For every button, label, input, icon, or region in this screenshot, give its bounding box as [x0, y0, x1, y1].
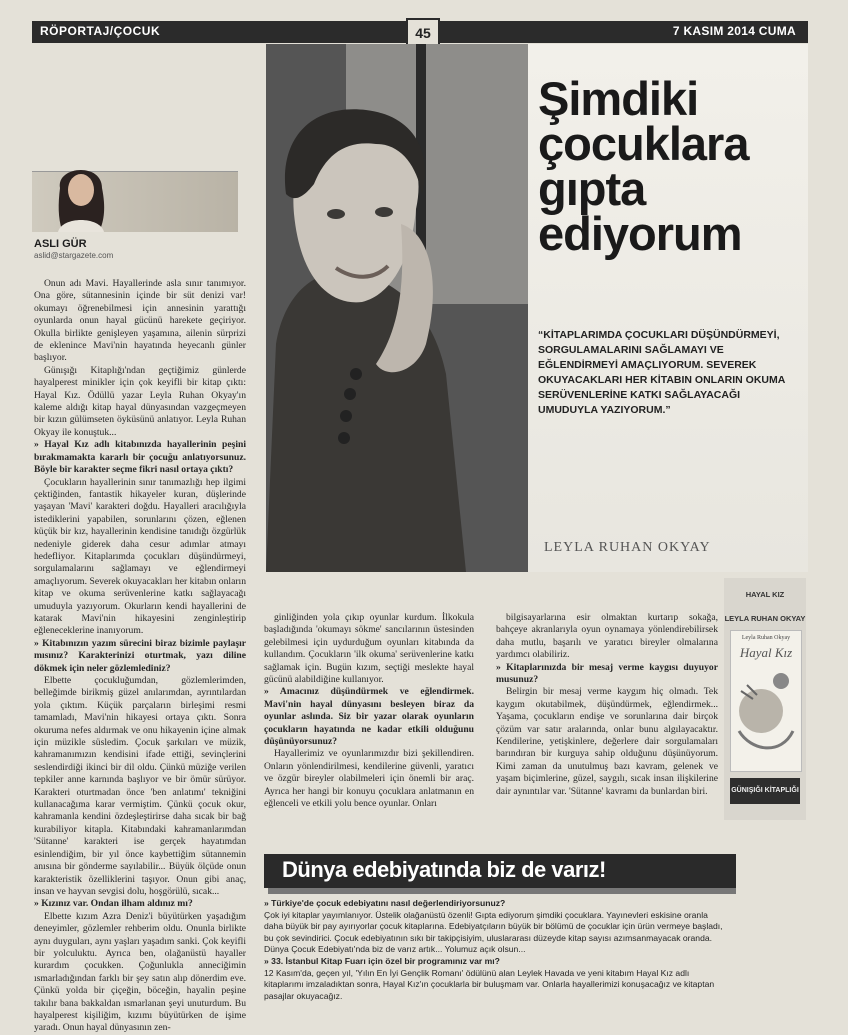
paragraph: ginliğinden yola çıkıp oyunlar kurdum. İlkokula başladığında 'okumayı sökme' sancılarının üstesinden gelebilmesi için uydurduğum oyunları kitabında da kullandım. Çocukların 'ilk okuma' serüvenlerine katkı sağlamak için. Bugün kızım, seçtiği meslekte hayal gücünü alabildiğine kullanıyor. — [264, 612, 474, 686]
bottom-text-block — [264, 898, 724, 1002]
cover-illustration — [731, 661, 799, 761]
paragraph: Belirgin bir mesaj verme kaygım hiç olmadı. Tek kaygım okutabilmek, düşündürmek, eğlendirmek... Yaşama, çocukların endişe ve sorunlarına dair birçok çözüm var satır aralarında, onlar bunu algılayacaktır. Kendilerine, yetişkinlere, değerlere dair sorgulamaları barındıran bir kurguya sahip olduğunu düşünüyorum. Kimi zaman da unutulmuş bazı kavram, gelenek ve yaşam biçimlerine, güzel, saygılı, sıcak insan ilişkilerine dair aynıntılar var. 'Sütanne' kavramı da bunlardan biri. — [496, 686, 718, 797]
portrait-illustration — [266, 44, 528, 572]
publisher-badge: GÜNIŞIĞI KİTAPLIĞI — [730, 778, 800, 804]
section-banner — [264, 854, 736, 888]
author-photo — [32, 171, 238, 232]
paragraph: Günışığı Kitaplığı'ndan geçtiğimiz günlerde hayalperest minikler için çok keyifli bir kitap çıktı: Hayal Kız. Ödüllü yazar Leyla Ruhan Okyay'ın kaleme aldığı kitap hayal dünyasından vazgeçmeyen bir kızın gülümseten öyküsünü anlatıyor. Leyla Ruhan Okyay ile konuştuk... — [34, 364, 246, 438]
interview-question: » Hayal Kız adlı kitabınızda hayallerinin peşini bırakmamakta kararlı bir çocuğu anlatıyorsunuz. Böyle bir karakter seçme fikri nasıl ortaya çıktı? — [34, 439, 246, 476]
cover-title: Hayal Kız — [739, 645, 793, 660]
paragraph: 12 Kasım'da, geçen yıl, 'Yılın En İyi Gençlik Romanı' ödülünü alan Leylek Havada ve yeni kitabım Hayal Kız adlı kitaplarımı imzaladıktan sonra, Hayal Kız'ın çocuklarla bir buluşmam var. Onlarla hayallerimizi konuşacağız ve kitaptan pasajlar okuyacağız. — [264, 967, 715, 1001]
interview-question: » Kitaplarınızda bir mesaj verme kaygısı duyuyor musunuz? — [496, 661, 718, 686]
interview-photo — [266, 44, 528, 572]
text-column-1 — [34, 278, 246, 1035]
text-column-3 — [496, 612, 718, 798]
cover-author: Leyla Ruhan Okyay — [741, 635, 791, 641]
interview-question: » Amacınız düşündürmek ve eğlendirmek. Mavi'nin hayal dünyasını besleyen biraz da oyunlar aslında. Siz bir yazar olarak oyunların çocukların hayatında ne kadar etkili olduğunu düşünüyorsunuz? — [264, 686, 474, 748]
paragraph: Elbette çocukluğumdan, gözlemlerimden, belleğimde birikmiş güzel anılarımdan, ayrıntılardan yola çıktım. Küçük parçaların birleşimi resmi tamamladı, Mavi'nin hikayesi ortaya çıktı. Sonra okuruma nefes aldırmak ve onu hikayenin içine almak için müzikle süsledim. Çocuk şarkıları ve müzik, kahramanımızın kendisini ifade ettiği, sevinçlerini seslendirdiği ikinci bir dil oldu. Çünkü müziğe verilen tepkiler anne karnında başlıyor ve bir ömür sürüyor. Karakteri oturtmadan önce 'ben anlatımı' tekniğini kullanacağıma karar vermiştim. Çünkü çocuk okur, kahramanla kendini özdeşleştirirse daha sıcak bir bağ kurabiliyor kitapla. Kitabındaki kahramanlarımdan 'Sütanne' karakteri ise gerçek hayatımdan esinlendiğim, bir yıl önce kaybettiğim sütannemin anısına bir gönderme sayılabilir... Büyük ölçüde onun karakteristik özelliklerini taşıyor. Onun gibi anaç, insan ve hayvan sevgisi dolu, hoşgörülü, sıcak... — [34, 675, 246, 897]
pull-quote: “KİTAPLARIMDA ÇOCUKLARI DÜŞÜNDÜRMEYİ, SORGULAMALARINI SAĞLAMAYI VE EĞLENDİRMEYİ AMAÇLIYORUM. SEVEREK OKUYACAKLARI HER KİTABIN ONLARIN OKUMA SERÜVENLERİNE KATKI SAĞLAYACAĞI UMUDUYLA YAZIYORUM.” — [538, 329, 785, 416]
interview-question: » Kızınız var. Ondan ilham aldınız mı? — [34, 898, 193, 910]
paragraph: Çok iyi kitaplar yayımlanıyor. Üstelik olağanüstü özenli! Gıpta ediyorum şimdiki çocuklara. Yayınevleri eskisine oranla daha büyük bir pay ayırıyorlar çocuk kitaplarına. Edebiyatçıların büyük bir bölümü de çocuklar için ürün vermeye başladı, bu çok sevindirici. Çocuk edebiyatının sıkı bir takipçisiyim, uluslararası düzeyde kitap sayısı azımsanmayacak oranda. Dünya Çocuk Edebiyatı'nda biz de varız artık... Yolumuz açık olsun... — [264, 909, 723, 955]
photo-caption-name: LEYLA RUHAN OKYAY — [544, 540, 711, 555]
issue-date: 7 KASIM 2014 CUMA — [672, 24, 796, 38]
interview-question: » Kitabınızın yazım sürecini biraz bizimle paylaşır mısınız? Karakterinizi oturtmak, yazı diline dökmek için neler gözlemlediniz? — [34, 637, 246, 674]
book-title: HAYAL KIZ — [745, 590, 785, 599]
author-name: ASLI GÜR — [34, 238, 87, 250]
banner-title: Dünya edebiyatında biz de varız! — [282, 857, 606, 882]
author-email[interactable]: aslid@stargazete.com — [34, 251, 114, 260]
article-headline: Şimdiki çocuklara gıpta ediyorum — [538, 72, 749, 260]
book-author: LEYLA RUHAN OKYAY — [724, 614, 806, 623]
paragraph: Onun adı Mavi. Hayallerinde asla sınır tanımıyor. Ona göre, sütannesinin içinde bir süt denizi var! okumayı öğrenebilmesi için annesinin yarattığı oyunlarda onun hayal gücünü harekete geçiriyor. Okulla birlikte genişleyen yaşamına, ailenin sürprizi de eklenince Mavi'nin hayatında heyecanlı günler başlıyor. — [34, 278, 246, 364]
paragraph: Elbette kızım Azra Deniz'i büyütürken yaşadığım deneyimler, gözlemler rehberim oldu. Onunla birlikte aynı duyguları, aynı yaşları yaşadım sanki. Çok keyifli bir yolculuktu. Ayrıca ben, olağanüstü hayaller kurardım çocukken. Çoğunlukla anneciğimin ısmarladığından farklı bir şey satın alıp dönerdim eve. Çünkü yolda bir çiçeğin, böceğin, hayalin peşine takılır bana bakkaldan ısmarlanan şeyi unuturdum. Bu hayalperest kişiliğim, kızımı büyütürken de işime yaradı. Onun hayal dünyasının zen- — [34, 910, 246, 1034]
paragraph: bilgisayarlarına esir olmaktan kurtarıp sokağa, bahçeye akranlarıyla oyun oynamaya yönlendirebilirsek daha mutlu, başarılı ve yaratıcı bireyler olmalarına yardımcı olabiliriz. — [496, 612, 718, 661]
paragraph: Çocukların hayallerinin sınır tanımazlığı hep ilgimi çektiğinden, fantastik hikayeler kuran, düşlerinde yaşayan 'Mavi' karakteri doğdu. Hayalleri aracılığıyla istediklerini yapabilen, sorunlarını çözen, eğlenen küçük bir kız, hayallerinin kendisine tanıdığı özgürlük nedeniyle giderek daha cesur adımlar atmayı hedefliyor. Kitaplarımda çocukları düşündürmeyi, sorgulamalarını sağlamayı ve eğlendirmeyi amaçlıyorum. Severek okuyacakları her kitabın onların kitap ve okuma serüvenlerine katkı sağlayacağı umuduyla yazıyorum. Okurların kendi hayallerini de katarak Mavi'nin hikayesini zenginleştirip eğleneceklerine inanıyorum. — [34, 476, 246, 637]
interview-question: » Türkiye'de çocuk edebiyatını nasıl değerlendiriyorsunuz? — [264, 898, 506, 908]
page-number: 45 — [406, 18, 440, 48]
author-portrait-icon — [46, 158, 116, 232]
section-label: RÖPORTAJ/ÇOCUK — [40, 24, 161, 38]
book-cover — [730, 630, 802, 772]
text-column-2 — [264, 612, 474, 811]
interview-question: » 33. İstanbul Kitap Fuarı için özel bir programınız var mı? — [264, 955, 500, 966]
book-promo — [724, 578, 806, 820]
paragraph: Hayallerimiz ve oyunlarımızdır bizi şekillendiren. Onların yönlendirilmesi, kendilerine güvenli, yaratıcı ve özgür bireyler olabilmeleri için önemli bir araç. Ayrıca her hangi bir konuyu çocuklara anlatmanın en eğlenceli ve etkili yolu bence oyunlar. Onları — [264, 748, 474, 810]
